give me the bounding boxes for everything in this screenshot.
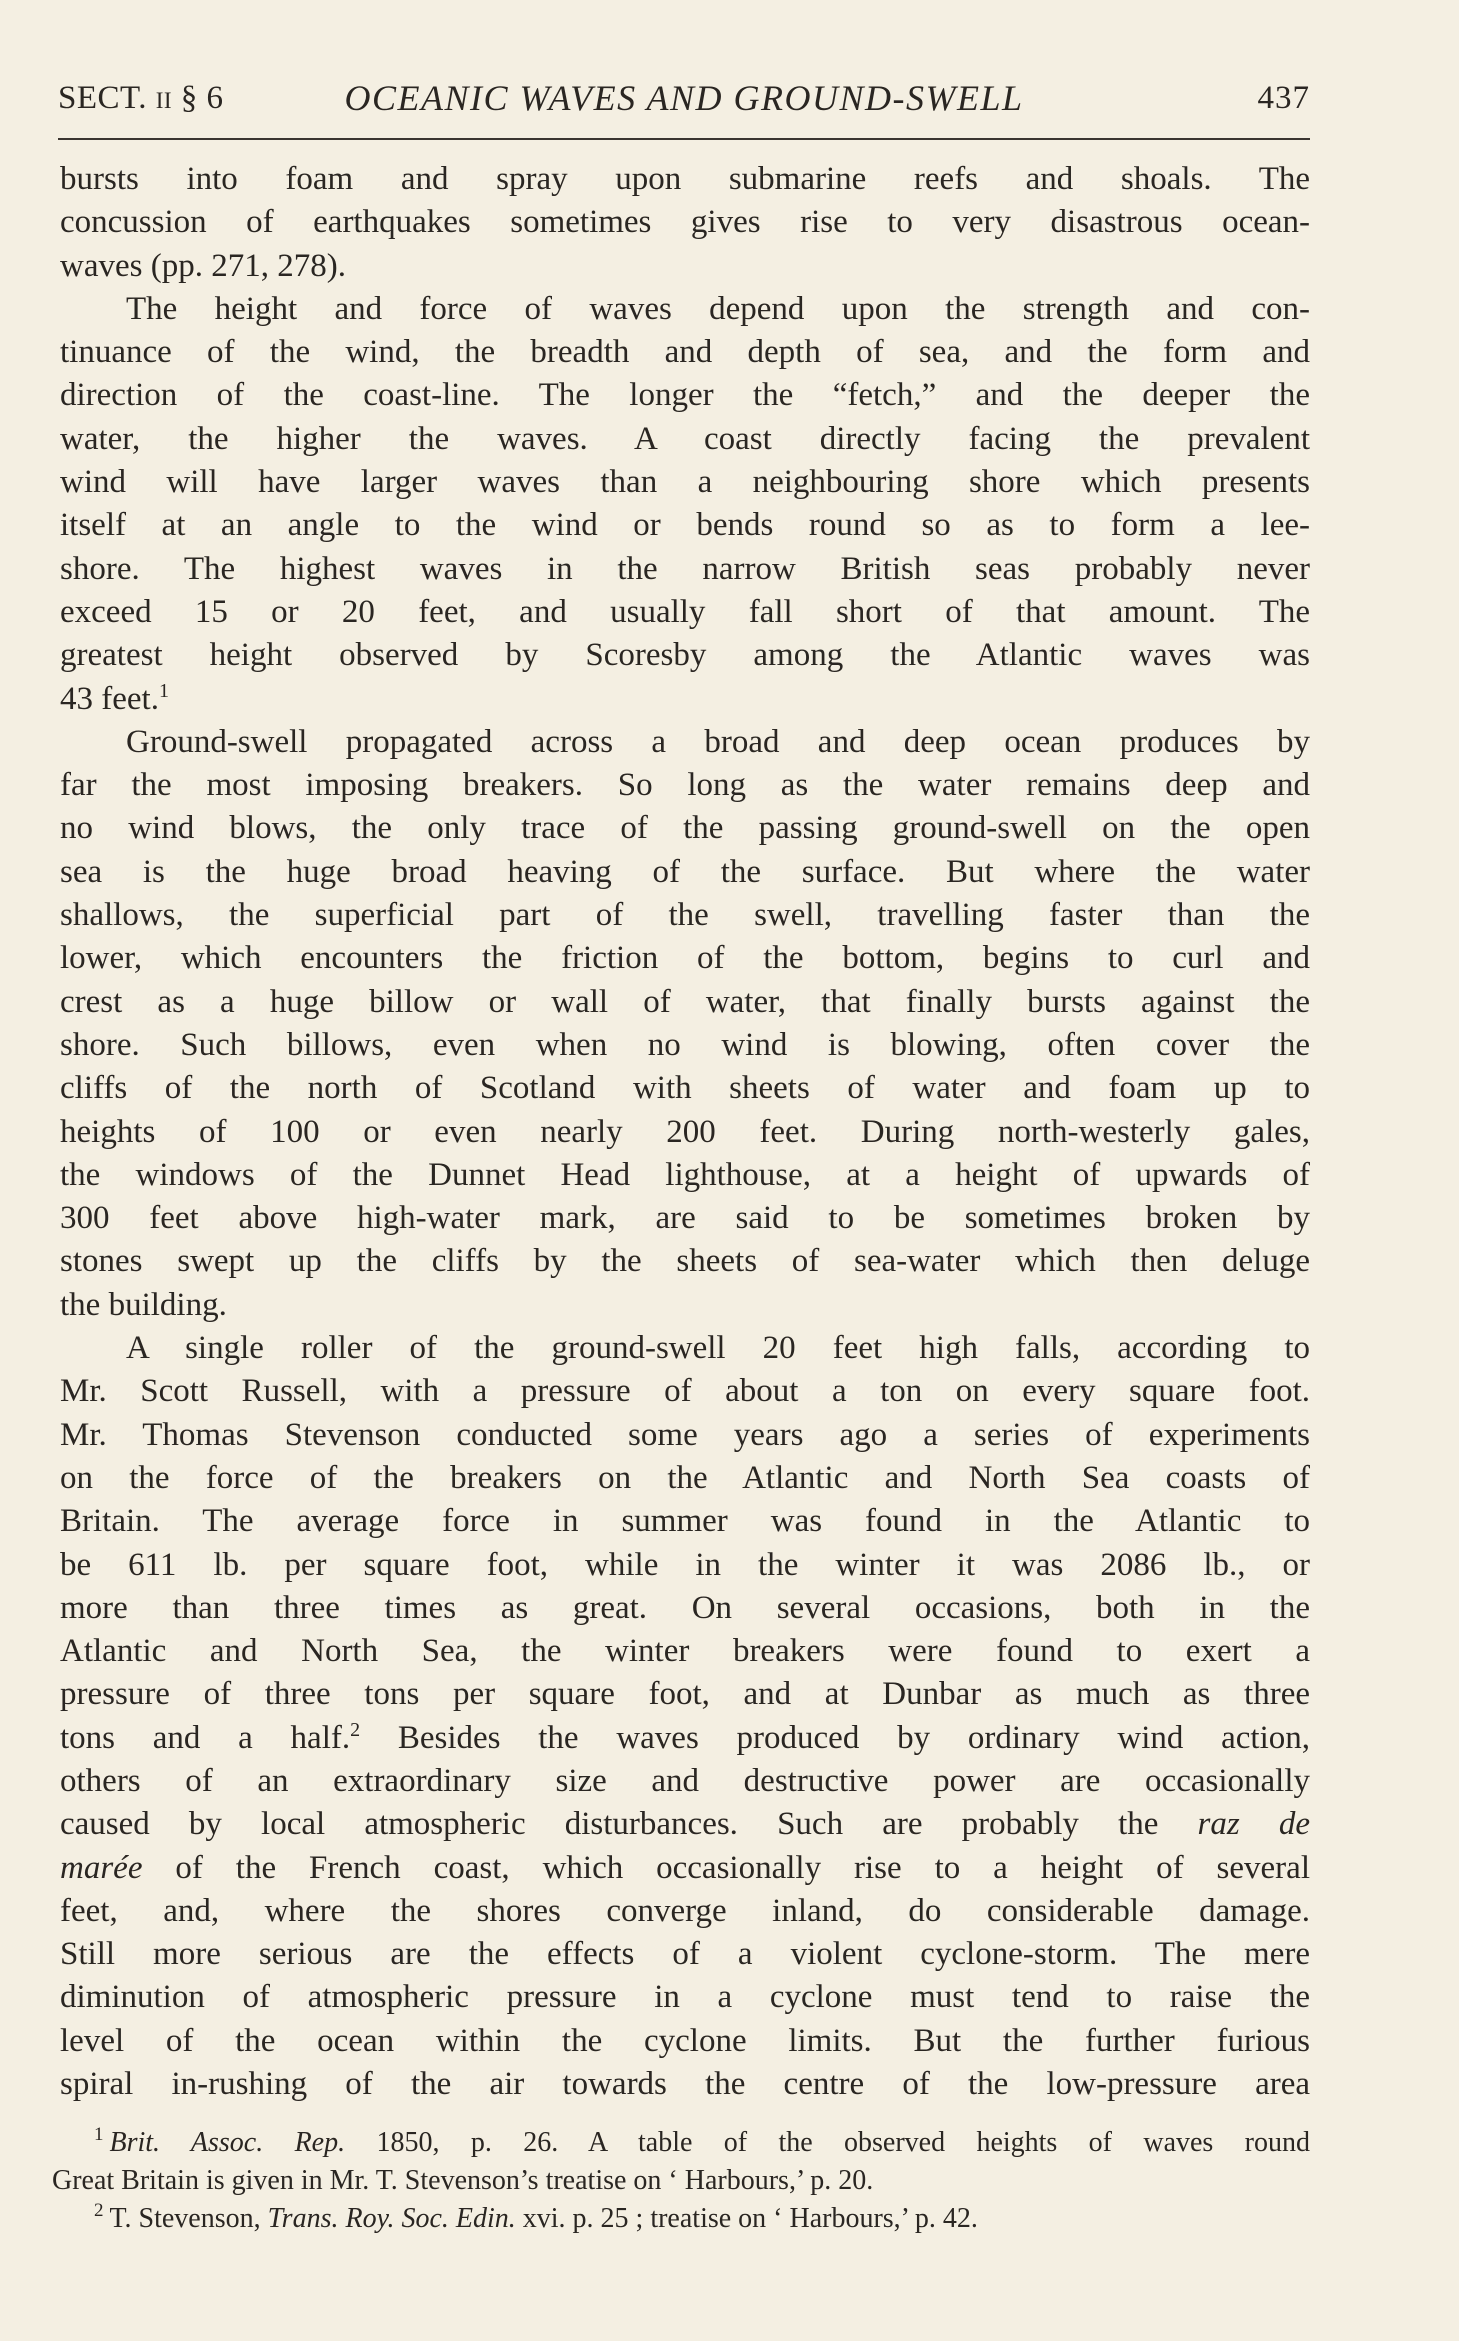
text-line: shallows, the superficial part of the swell, travelling faster than the — [60, 897, 1310, 934]
text-line: Ground-swell propagated across a broad and deep ocean produces by — [126, 723, 1310, 760]
footnotes — [52, 2124, 1310, 2238]
text-line: The height and force of waves depend upon the strength and con- — [126, 290, 1310, 327]
page-number: 437 — [1257, 80, 1310, 116]
text-line: Britain. The average force in summer was found in the Atlantic to — [60, 1503, 1310, 1540]
text-line: diminution of atmospheric pressure in a cyclone must tend to raise the — [60, 1979, 1310, 2016]
text-line: Mr. Scott Russell, with a pressure of about a ton on every square foot. — [60, 1373, 1310, 1410]
text-line: sea is the huge broad heaving of the surface. But where the water — [60, 853, 1310, 890]
text-line: crest as a huge billow or wall of water, that finally bursts against the — [60, 983, 1310, 1020]
text-line: the building. — [60, 1286, 227, 1323]
running-title: OCEANIC WAVES AND GROUND-SWELL — [344, 78, 1024, 118]
text-line — [60, 1803, 1310, 1846]
text-line: 300 feet above high-water mark, are said to be sometimes broken by — [60, 1200, 1310, 1237]
text-line: greatest height observed by Scoresby among the Atlantic waves was — [60, 637, 1310, 674]
paragraph-3 — [60, 721, 1310, 1327]
footnote-2 — [52, 2200, 1310, 2238]
text-line: direction of the coast-line. The longer the “fetch,” and the deeper the — [60, 377, 1310, 414]
footnote-mark-2: 2 — [94, 2200, 104, 2221]
text-fragment: caused by local atmospheric disturbances. Such are probably the — [60, 1806, 1159, 1843]
text-line: water, the higher the waves. A coast directly facing the prevalent — [60, 420, 1310, 457]
text-line: heights of 100 or even nearly 200 feet. During north-westerly gales, — [60, 1113, 1310, 1150]
text-line: bursts into foam and spray upon submarine reefs and shoals. The — [60, 161, 1310, 197]
text-line — [60, 678, 1310, 721]
paragraph-4 — [60, 1327, 1310, 2106]
text-line: Mr. Thomas Stevenson conducted some years ago a series of experiments — [60, 1416, 1310, 1453]
text-line: no wind blows, the only trace of the passing ground-swell on the open — [60, 810, 1310, 847]
footnote-author: T. Stevenson, — [109, 2203, 261, 2234]
footnote-1-continued: Great Britain is given in Mr. T. Stevenson’s treatise on ‘ Harbours,’ p. 20. — [52, 2165, 874, 2196]
text-line: A single roller of the ground-swell 20 feet high falls, according to — [126, 1330, 1310, 1367]
footnote-text: 1850, p. 26. A table of the observed heights of waves round — [376, 2127, 1311, 2158]
text-line: more than three times as great. On several occasions, both in the — [60, 1589, 1310, 1626]
text-fragment: tons and a half. — [60, 1719, 351, 1756]
footnote-reference-2[interactable]: 2 — [350, 1718, 361, 1741]
text-line: spiral in-rushing of the air towards the centre of the low-pressure area — [60, 2066, 1310, 2103]
text-line: stones swept up the cliffs by the sheets of sea-water which then deluge — [60, 1243, 1310, 1280]
text-line: pressure of three tons per square foot, and at Dunbar as much as three — [60, 1676, 1310, 1713]
text-line: far the most imposing breakers. So long as the water remains deep and — [60, 767, 1310, 804]
text-line: shore. The highest waves in the narrow British seas probably never — [60, 550, 1310, 587]
text-line: Still more serious are the effects of a violent cyclone-storm. The mere — [60, 1936, 1310, 1973]
footnote-1 — [52, 2124, 1310, 2162]
text-line: exceed 15 or 20 feet, and usually fall short of that amount. The — [60, 593, 1310, 630]
text-line: shore. Such billows, even when no wind is blowing, often cover the — [60, 1026, 1310, 1063]
main-text — [60, 158, 1310, 2106]
text-line: level of the ocean within the cyclone limits. But the further furious — [60, 2022, 1310, 2059]
text-line: the windows of the Dunnet Head lighthouse, at a height of upwards of — [60, 1156, 1310, 1193]
italic-term: raz de — [1197, 1806, 1310, 1843]
paragraph-1 — [60, 158, 1310, 288]
text-line: wind will have larger waves than a neighbouring shore which presents — [60, 464, 1310, 501]
running-header — [58, 70, 1310, 126]
footnote-reference-1[interactable]: 1 — [158, 679, 169, 702]
text-line: lower, which encounters the friction of the bottom, begins to curl and — [60, 940, 1310, 977]
text-line — [60, 1717, 1310, 1760]
text-line: cliffs of the north of Scotland with sheets of water and foam up to — [60, 1070, 1310, 1107]
text-line: waves (pp. 271, 278). — [60, 247, 346, 284]
text-line: be 611 lb. per square foot, while in the winter it was 2086 lb., or — [60, 1546, 1310, 1583]
text-line: feet, and, where the shores converge inland, do considerable damage. — [60, 1892, 1310, 1929]
text-line — [60, 1847, 1310, 1890]
italic-term: marée — [60, 1849, 143, 1886]
text-line: itself at an angle to the wind or bends round so as to form a lee- — [60, 507, 1310, 544]
footnote-source: Trans. Roy. Soc. Edin. — [267, 2203, 516, 2234]
text-line: Atlantic and North Sea, the winter breakers were found to exert a — [60, 1633, 1310, 1670]
text-fragment: of the French coast, which occasionally rise to a height of several — [175, 1849, 1310, 1886]
text-line: tinuance of the wind, the breadth and depth of sea, and the form and — [60, 334, 1310, 371]
text-fragment: 43 feet. — [60, 680, 159, 717]
footnote-text: xvi. p. 25 ; treatise on ‘ Harbours,’ p. 42. — [522, 2203, 978, 2234]
section-reference: SECT. ii § 6 — [58, 80, 224, 116]
paragraph-2 — [60, 288, 1310, 721]
text-line: on the force of the breakers on the Atlantic and North Sea coasts of — [60, 1459, 1310, 1496]
text-line: others of an extraordinary size and destructive power are occasionally — [60, 1762, 1310, 1799]
footnote-source: Brit. Assoc. Rep. — [109, 2127, 346, 2158]
header-rule — [58, 138, 1310, 140]
footnote-mark-1: 1 — [94, 2124, 104, 2145]
text-fragment: Besides the waves produced by ordinary wind action, — [397, 1719, 1310, 1756]
text-line: concussion of earthquakes sometimes gives rise to very disastrous ocean- — [60, 204, 1310, 241]
